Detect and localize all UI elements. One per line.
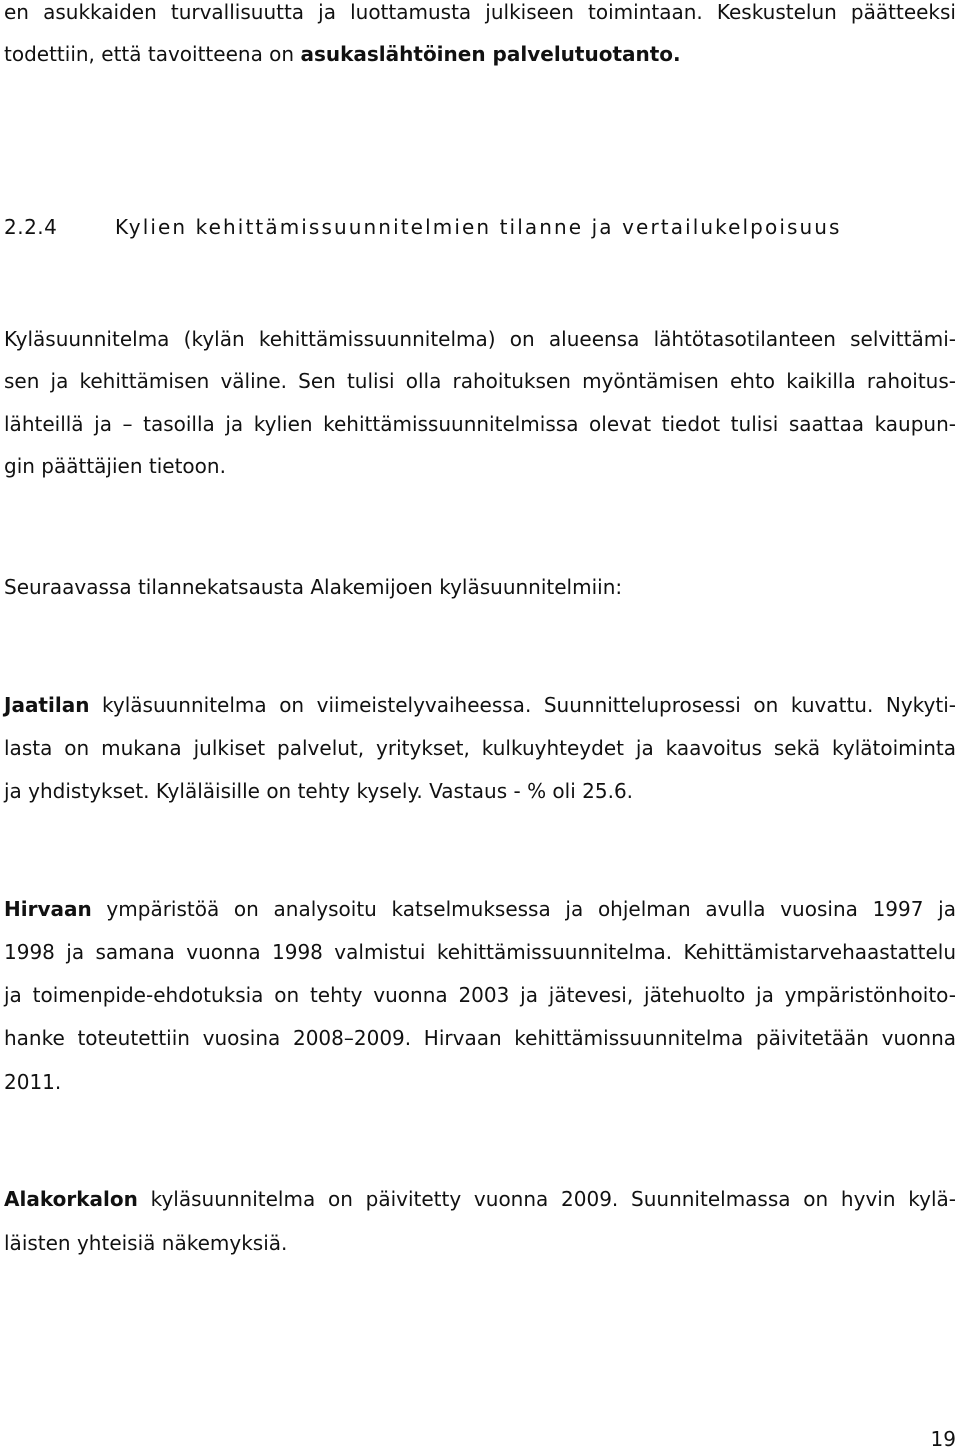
- p4-line-5: [4, 1070, 956, 1094]
- intro-line-1-text: en asukkaiden turvallisuutta ja luottamusta julkiseen toimintaan. Keskustelun päätteeksi: [4, 0, 956, 24]
- p3-line-3-text: ja yhdistykset. Kyläläisille on tehty kysely. Vastaus - % oli 25.6.: [4, 779, 634, 803]
- p2-line-1: [4, 575, 956, 599]
- p4-line-2-text: 1998 ja samana vuonna 1998 valmistui kehittämissuunnitelma. Kehittämistarvehaastattelu: [4, 940, 956, 964]
- p3-line-2: [4, 736, 956, 760]
- p5-line-2: [4, 1231, 956, 1255]
- p4-line-4-text: hanke toteutettiin vuosina 2008–2009. Hirvaan kehittämissuunnitelma päivitetään vuonna: [4, 1026, 956, 1050]
- p1-line-4-text: gin päättäjien tietoon.: [4, 454, 226, 478]
- page-number: 19: [930, 1427, 956, 1451]
- intro-emphasis: asukaslähtöinen palvelutuotanto.: [300, 42, 681, 66]
- p1-line-2-text: sen ja kehittämisen väline. Sen tulisi olla rahoituksen myöntämisen ehto kaikilla rahoitus-: [4, 369, 956, 393]
- village-name-hirvas: Hirvaan: [4, 897, 92, 921]
- p5-line-1-text: kyläsuunnitelma on päivitetty vuonna 2009. Suunnitelmassa on hyvin kylä-: [137, 1187, 956, 1211]
- p3-line-1: [4, 693, 956, 717]
- section-number: 2.2.4: [4, 215, 58, 239]
- section-title: Kylien kehittämissuunnitelmien tilanne ja vertailukelpoisuus: [115, 215, 842, 239]
- p4-line-1: [4, 897, 956, 921]
- p4-line-5-text: 2011.: [4, 1070, 62, 1094]
- p3-line-1-text: kyläsuunnitelma on viimeistelyvaiheessa. Suunnitteluprosessi on kuvattu. Nykyti-: [89, 693, 956, 717]
- p1-line-3-text: lähteillä ja – tasoilla ja kylien kehittämissuunnitelmissa olevat tiedot tulisi saattaa kaupun-: [4, 412, 956, 436]
- p4-line-3: [4, 983, 956, 1007]
- p4-line-3-text: ja toimenpide-ehdotuksia on tehty vuonna 2003 ja jätevesi, jätehuolto ja ympäristönhoito-: [4, 983, 956, 1007]
- intro-paragraph-line-1: [4, 0, 956, 24]
- intro-line-2-text: todettiin, että tavoitteena on: [4, 42, 301, 66]
- p4-line-1-text: ympäristöä on analysoitu katselmuksessa ja ohjelman avulla vuosina 1997 ja: [91, 897, 956, 921]
- intro-paragraph-line-2: [4, 42, 956, 66]
- p2-text: Seuraavassa tilannekatsausta Alakemijoen kyläsuunnitelmiin:: [4, 575, 623, 599]
- section-heading: [4, 215, 842, 239]
- p1-line-3: [4, 412, 956, 436]
- p5-line-2-text: läisten yhteisiä näkemyksiä.: [4, 1231, 288, 1255]
- p5-line-1: [4, 1187, 956, 1211]
- p1-line-2: [4, 369, 956, 393]
- p1-line-4: [4, 454, 956, 478]
- p1-line-1-text: Kyläsuunnitelma (kylän kehittämissuunnitelma) on alueensa lähtötasotilanteen selvittämi-: [4, 327, 956, 351]
- p4-line-4: [4, 1026, 956, 1050]
- p1-line-1: [4, 327, 956, 351]
- p3-line-3: [4, 779, 956, 803]
- p4-line-2: [4, 940, 956, 964]
- village-name-jaatila: Jaatilan: [4, 693, 90, 717]
- p3-line-2-text: lasta on mukana julkiset palvelut, yritykset, kulkuyhteydet ja kaavoitus sekä kylätoiminta: [4, 736, 956, 760]
- village-name-alakorkalo: Alakorkalon: [4, 1187, 138, 1211]
